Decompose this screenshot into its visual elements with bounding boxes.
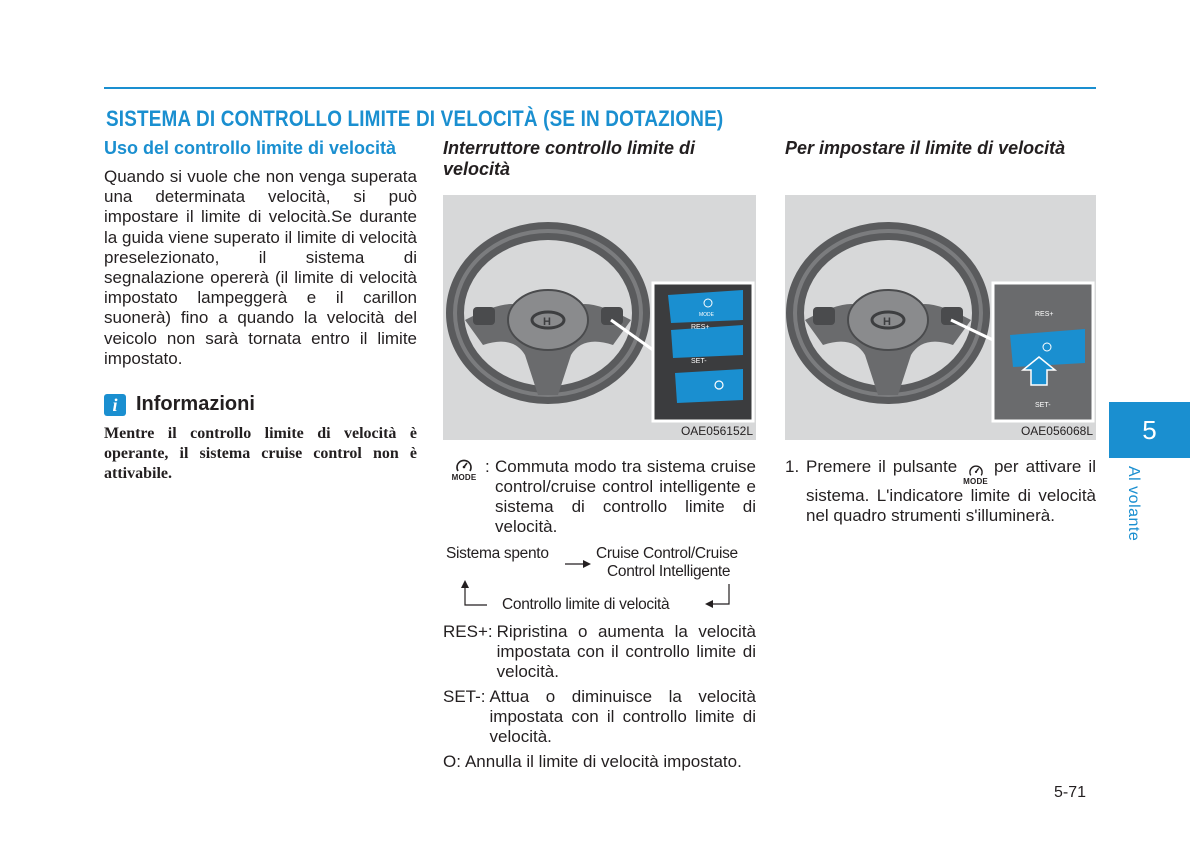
- steering-wheel-figure-2: [785, 195, 1096, 440]
- step-text-after: per attivare il sistema. L'indicatore limite di velocità nel quadro strumenti s'illuminerà.: [806, 457, 1096, 525]
- steering-wheel-illustration-2: [785, 195, 1096, 440]
- definition-term: O:: [443, 752, 461, 771]
- mode-button-label: MODE: [699, 312, 714, 318]
- set-limit-heading: Per impostare il limite di velocità: [785, 138, 1066, 158]
- info-heading: Informazioni: [136, 393, 255, 416]
- mode-colon: :: [485, 457, 490, 476]
- mode-icon-label: MODE: [963, 477, 988, 486]
- left-column: [104, 138, 417, 484]
- info-icon: i: [104, 394, 126, 416]
- step-item: [785, 457, 1096, 526]
- info-note: Mentre il controllo limite di velocità è operante, il sistema cruise control non è attivabile.: [104, 425, 417, 483]
- mode-switch-icon: [443, 457, 485, 537]
- section-subheading: Uso del controllo limite di velocità: [104, 138, 397, 158]
- steering-wheel-figure: [443, 195, 756, 440]
- set-label: SET-: [1035, 402, 1051, 409]
- definition-item: [443, 687, 756, 747]
- flow-cruise-line1: Cruise Control/Cruise: [596, 545, 738, 562]
- speedometer-icon: [455, 458, 473, 474]
- definition-text: Attua o diminuisce la velocità impostata con il controllo limite di velocità.: [489, 687, 756, 746]
- chapter-tab: 5: [1109, 402, 1190, 458]
- res-label: RES+: [691, 324, 710, 331]
- cancel-button: [675, 369, 743, 403]
- info-header: [104, 393, 417, 416]
- intro-paragraph: Quando si vuole che non venga superata una determinata velocità, si può impostare il limite di velocità.Se durante la guida viene superato il limite di velocità preselezionato, il sistema di segnalazione opererà (il limite di velocità impostato lampeggerà e il carillon suonerà) fino a quando la velocità del veicolo non sarà tornata entro il limite impostato.: [104, 167, 417, 368]
- page-title: SISTEMA DI CONTROLLO LIMITE DI VELOCITÀ (SE IN DOTAZIONE): [106, 106, 724, 131]
- mode-icon-label: MODE: [451, 473, 477, 482]
- figure-caption: OAE056068L: [1020, 424, 1093, 438]
- definition-term: RES+:: [443, 622, 493, 641]
- res-label: RES+: [1035, 311, 1054, 318]
- definition-text: Annulla il limite di velocità impostato.: [464, 752, 742, 771]
- mode-switch-icon: [963, 464, 988, 486]
- definition-term: SET-:: [443, 687, 486, 706]
- step-text-before: Premere il pulsante: [806, 457, 958, 476]
- set-label: SET-: [691, 358, 707, 365]
- switch-panel-inset: [653, 283, 753, 421]
- flow-cruise-line2: Control Intelligente: [607, 563, 731, 580]
- steering-wheel: [795, 231, 981, 395]
- svg-text:H: H: [543, 316, 551, 328]
- definition-text: Ripristina o aumenta la velocità impostata con il controllo limite di velocità.: [496, 622, 756, 681]
- steering-wheel: [455, 231, 641, 395]
- middle-column: [443, 138, 756, 180]
- definition-item: [443, 752, 756, 772]
- page-number: 5-71: [1054, 784, 1087, 801]
- steering-wheel-illustration: [443, 195, 756, 440]
- flow-limit: Controllo limite di velocità: [502, 596, 670, 613]
- mode-button: [1010, 329, 1085, 367]
- speedometer-icon: [968, 464, 984, 478]
- step-body: [806, 457, 1096, 526]
- svg-text:H: H: [883, 316, 891, 328]
- flow-off: Sistema spento: [446, 545, 549, 562]
- chapter-label: Al volante: [1125, 466, 1142, 542]
- step-number: 1.: [785, 457, 800, 476]
- mode-flow-diagram: [443, 540, 756, 620]
- mode-text: Commuta modo tra sistema cruise control/cruise control intelligente e sistema di controllo limite di velocità.: [495, 457, 756, 536]
- right-column: [785, 138, 1096, 159]
- header-rule: [104, 87, 1096, 89]
- switch-panel-inset: [993, 283, 1093, 421]
- definition-item: [443, 622, 756, 682]
- mode-description: [443, 457, 756, 537]
- switch-heading: Interruttore controllo limite di velocità: [443, 138, 696, 179]
- figure-caption: OAE056152L: [680, 424, 753, 438]
- button-definitions: [443, 622, 756, 777]
